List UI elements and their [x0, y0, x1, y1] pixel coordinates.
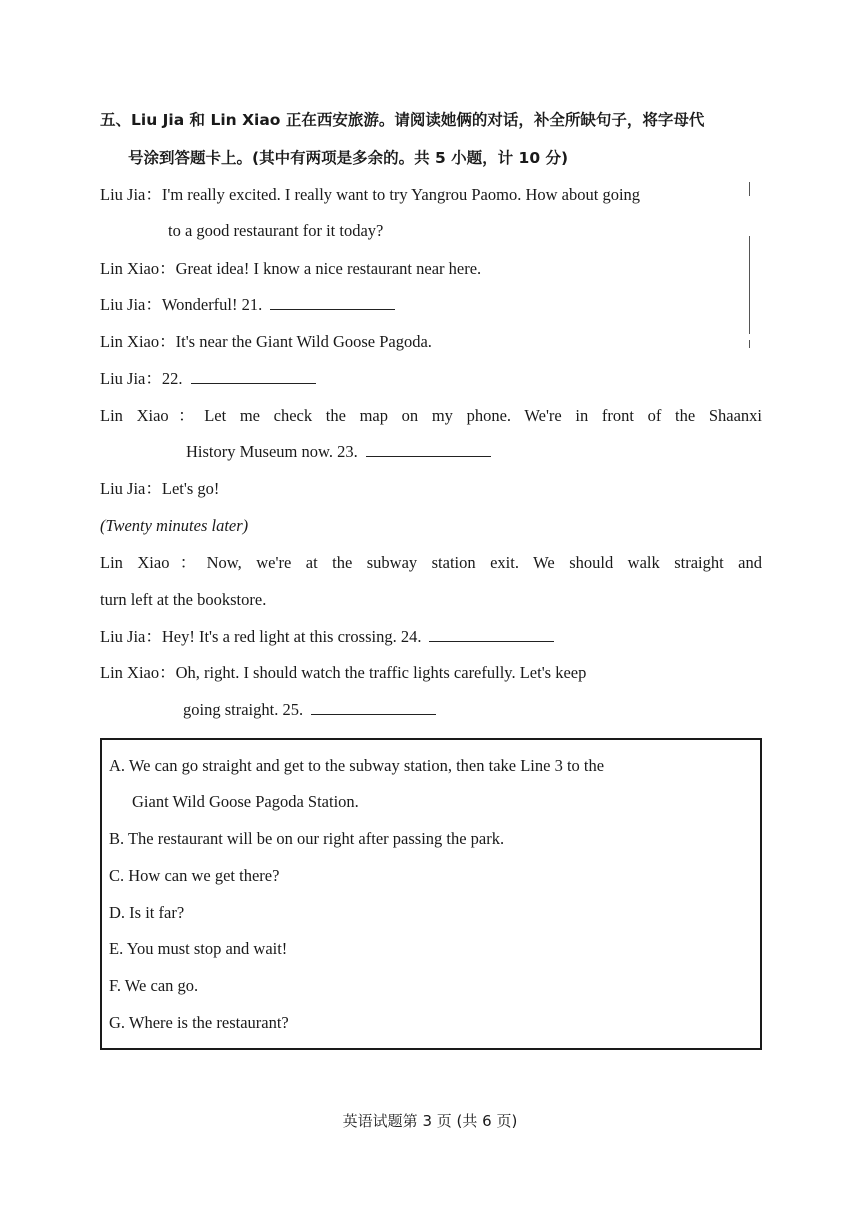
margin-mark: [749, 182, 750, 196]
answer-blank-23[interactable]: [366, 442, 491, 457]
answer-blank-25[interactable]: [311, 700, 436, 715]
dialogue-line-10b-text: going straight. 25.: [183, 700, 304, 719]
dialogue-line-6b: [186, 441, 491, 463]
dialogue-line-9: [100, 626, 554, 648]
dialogue-line-5: [100, 368, 316, 390]
answer-blank-22[interactable]: [191, 369, 316, 384]
dialogue-line-7: Liu Jia：Let's go!: [100, 479, 220, 498]
option-d: D. Is it far?: [109, 903, 185, 922]
answer-blank-24[interactable]: [429, 627, 554, 642]
dialogue-line-6b-text: History Museum now. 23.: [186, 442, 358, 461]
section-heading-line1: 五、Liu Jia 和 Lin Xiao 正在西安旅游。请阅读她俩的对话，补全所缺句子，将字母代: [100, 111, 705, 129]
dialogue-line-4: Lin Xiao：It's near the Giant Wild Goose Pagoda.: [100, 332, 432, 351]
option-c: C. How can we get there?: [109, 866, 280, 885]
dialogue-line-1a: Liu Jia：I'm really excited. I really want to try Yangrou Paomo. How about going: [100, 185, 641, 204]
option-a-line2: Giant Wild Goose Pagoda Station.: [132, 792, 359, 811]
dialogue-line-6a: Lin Xiao：Let me check the map on my phone. We're in front of the Shaanxi: [100, 406, 762, 425]
dialogue-line-2: Lin Xiao：Great idea! I know a nice restaurant near here.: [100, 259, 482, 278]
dialogue-line-3-text: Liu Jia：Wonderful! 21.: [100, 295, 263, 314]
page-footer: 英语试题第 3 页 (共 6 页): [342, 1112, 518, 1130]
answer-blank-21[interactable]: [270, 295, 395, 310]
option-g: G. Where is the restaurant?: [109, 1013, 289, 1032]
options-box: [100, 738, 762, 1050]
option-f: F. We can go.: [109, 976, 199, 995]
dialogue-line-10b: [183, 699, 436, 721]
dialogue-line-8b: turn left at the bookstore.: [100, 590, 267, 609]
section-heading-line2: 号涂到答题卡上。(其中有两项是多余的。共 5 小题，计 10 分): [128, 149, 569, 167]
margin-mark: [749, 340, 750, 348]
dialogue-line-3: [100, 294, 395, 316]
option-a-line1: A. We can go straight and get to the subway station, then take Line 3 to the: [109, 756, 605, 775]
dialogue-line-8a: Lin Xiao：Now, we're at the subway station exit. We should walk straight and: [100, 553, 762, 572]
dialogue-line-9-text: Liu Jia：Hey! It's a red light at this crossing. 24.: [100, 627, 422, 646]
option-e: E. You must stop and wait!: [109, 939, 288, 958]
stage-direction: (Twenty minutes later): [100, 516, 249, 535]
dialogue-line-1b: to a good restaurant for it today?: [168, 221, 384, 240]
option-b: B. The restaurant will be on our right after passing the park.: [109, 829, 505, 848]
dialogue-line-5-text: Liu Jia：22.: [100, 369, 183, 388]
margin-mark: [749, 236, 750, 334]
dialogue-line-10a: Lin Xiao：Oh, right. I should watch the traffic lights carefully. Let's keep: [100, 663, 587, 682]
